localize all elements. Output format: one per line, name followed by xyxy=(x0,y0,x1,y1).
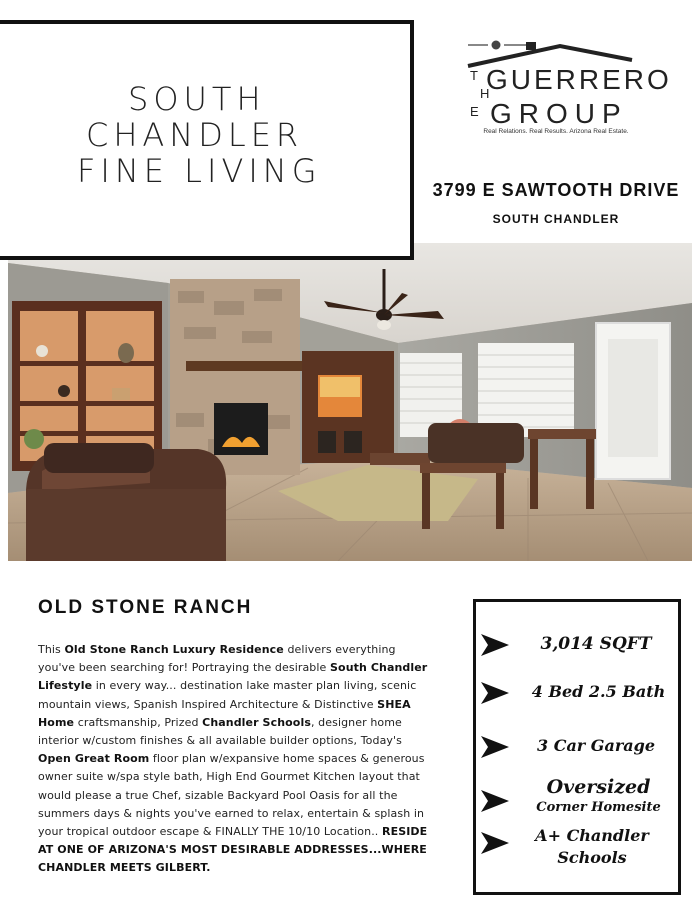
feature-label: 3 Car Garage xyxy=(537,736,655,755)
arrowhead-icon xyxy=(479,788,511,814)
title-line-3: FINE LIVING xyxy=(77,152,322,190)
desc-bold-5: Open Great Room xyxy=(38,752,150,766)
section-title: OLD STONE RANCH xyxy=(38,597,253,618)
desc-bold-1: Old Stone Ranch Luxury Residence xyxy=(64,643,284,656)
desc-text-4: craftsmanship, Prized xyxy=(74,715,203,729)
desc-text-6: floor plan w/expansive home spaces & generous owner suite w/spa style bath, High End Gourmet Kitchen layout that would please a true Chef, sizable Backyard Pool Oasis for all the summers days & nights you've earned to relax, entertain & splash in your tropical outdoor escape & FINALLY THE 10/10 Location.. xyxy=(38,752,425,839)
arrowhead-icon xyxy=(479,734,511,760)
title-box xyxy=(0,20,414,260)
logo-word-guerrero: GUERRERO xyxy=(486,64,672,95)
property-area: SOUTH CHANDLER xyxy=(492,212,620,226)
feature-sublabel: Schools xyxy=(557,848,627,867)
living-room-photo xyxy=(8,243,692,561)
logo-word-group: GROUP xyxy=(490,98,628,129)
feature-label: 3,014 SQFT xyxy=(540,634,652,654)
feature-sublabel: Corner Homesite xyxy=(536,800,661,815)
brokerage-mark-icon xyxy=(466,40,536,50)
feature-label: Oversized xyxy=(546,776,651,798)
feature-label: 4 Bed 2.5 Bath xyxy=(531,682,666,701)
desc-text-2: delivers everything you've been searching for! Portraying the desirable xyxy=(38,643,396,675)
desc-bold-6: RESIDE AT ONE OF ARIZONA'S MOST DESIRABLE ADDRESSES...WHERE CHANDLER MEETS GILBERT. xyxy=(38,825,428,875)
title-line-1: SOUTH xyxy=(128,80,266,118)
desc-text-1: This xyxy=(38,643,65,656)
property-description xyxy=(38,641,428,878)
living-room-illustration xyxy=(8,243,692,561)
logo-the-h: H xyxy=(480,86,490,101)
desc-text-3: in every way... destination lake master plan living, scenic mountain views, Spanish Inspired Architecture & Distinctive xyxy=(38,679,417,711)
desc-bold-4: Chandler Schools xyxy=(202,715,311,729)
property-address: 3799 E SAWTOOTH DRIVE xyxy=(432,180,680,200)
arrowhead-icon xyxy=(479,830,511,856)
logo-tagline: Real Relations. Real Results. Arizona Real Estate. xyxy=(483,128,629,135)
arrowhead-icon xyxy=(479,680,511,706)
feature-label: A+ Chandler xyxy=(535,826,649,845)
title-line-2: CHANDLER xyxy=(86,116,304,154)
arrowhead-icon xyxy=(479,632,511,658)
desc-text-5: , designer home interior w/custom finishes & all available builder options, Today's xyxy=(38,715,402,748)
desc-bold-2: South Chandler Lifestyle xyxy=(38,661,428,693)
features-box xyxy=(473,599,681,895)
desc-bold-3: SHEA Home xyxy=(38,697,411,729)
logo-the-e: E xyxy=(470,104,479,119)
logo-the-t: T xyxy=(470,68,478,83)
